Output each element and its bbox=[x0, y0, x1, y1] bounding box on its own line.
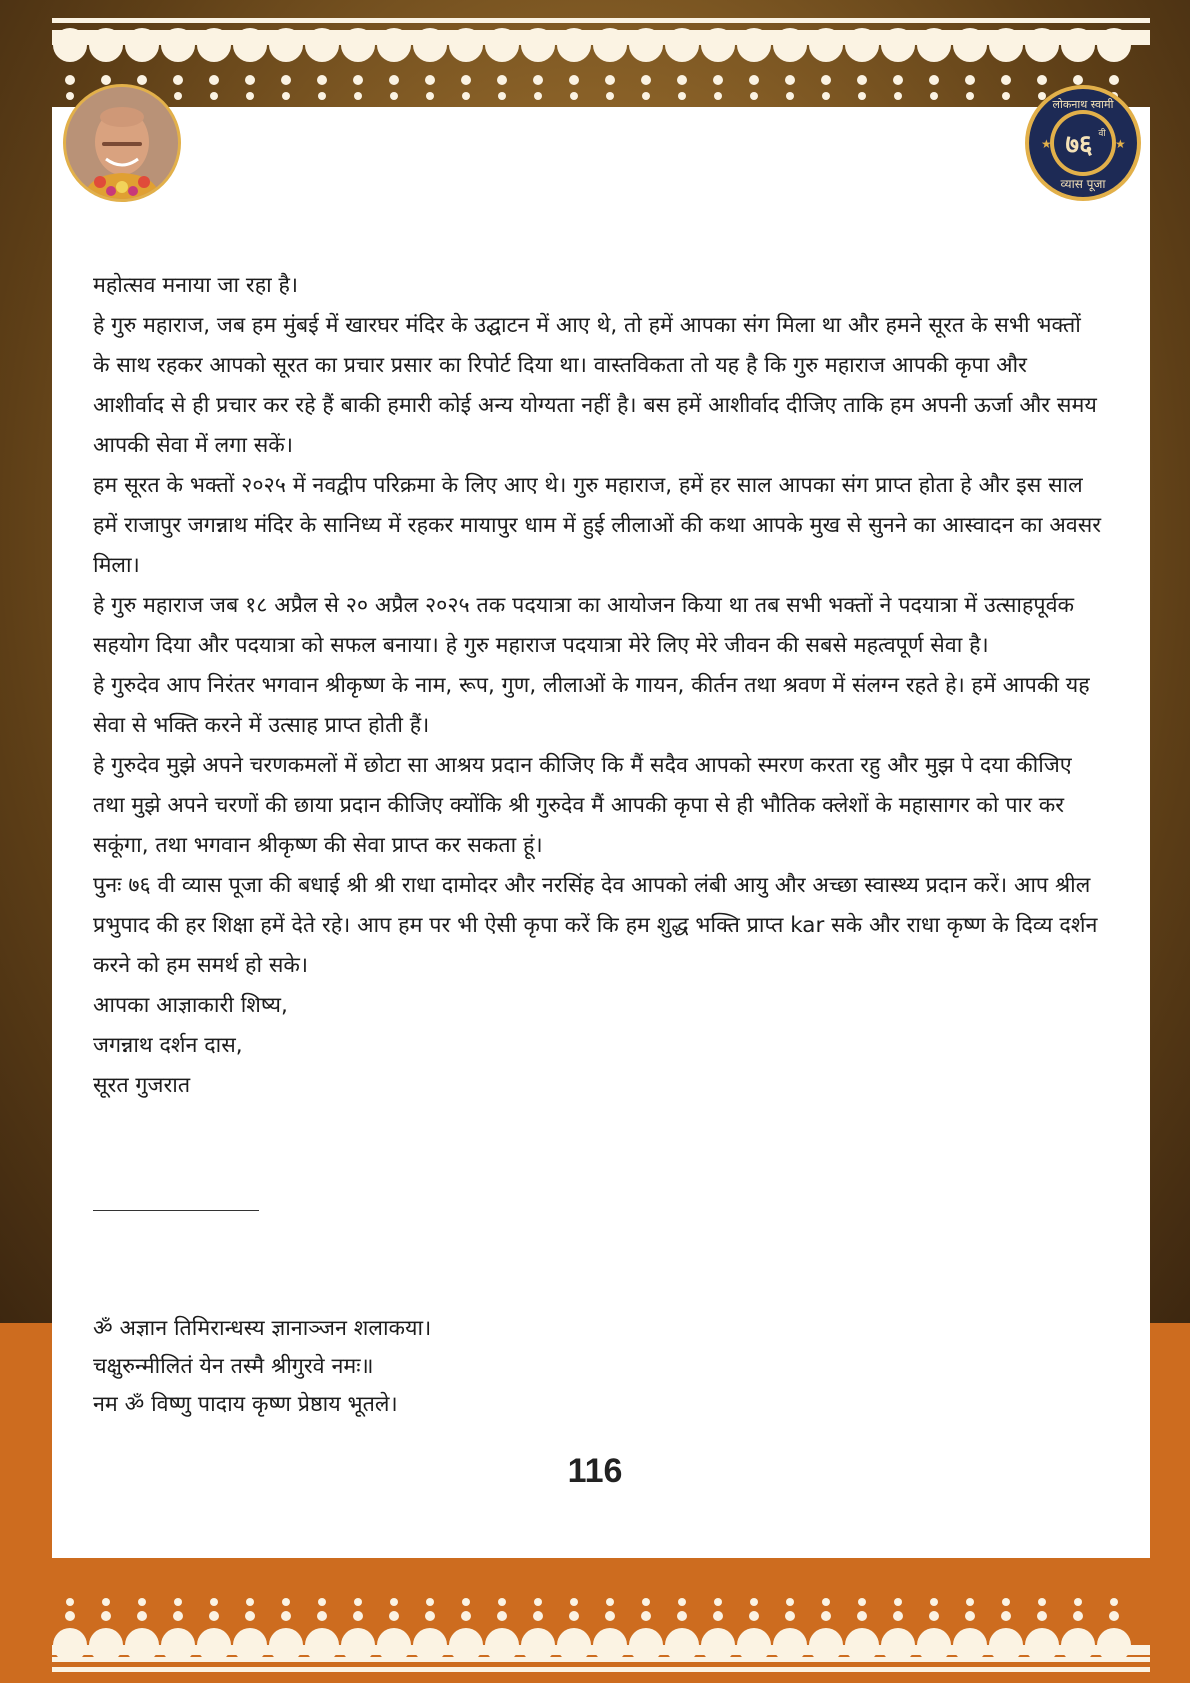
top-decorative-border bbox=[52, 18, 1150, 108]
letter-body bbox=[93, 266, 1103, 1106]
letter-closing: आपका आज्ञाकारी शिष्य, bbox=[93, 993, 288, 1018]
seal-top-text: लोकनाथ स्वामी bbox=[1052, 98, 1114, 111]
letter-paragraph: हे गुरुदेव मुझे अपने चरणकमलों में छोटा सा आश्रय प्रदान कीजिए कि मैं सदैव आपको स्मरण करता रहु और मुझ पे दया कीजिए तथा मुझे अपने चरणों की छाया प्रदान कीजिए क्योंकि श्री गुरुदेव मैं आपकी कृपा से ही भौतिक क्लेशों के महासागर को पार कर सकूंगा, तथा भगवान श्रीकृष्ण की सेवा प्राप्त कर सकता हूं। bbox=[93, 753, 1072, 858]
seal-superscript: वी bbox=[1098, 129, 1106, 139]
letter-location: सूरत गुजरात bbox=[93, 1073, 191, 1098]
letter-paragraph: हे गुरु महाराज, जब हम मुंबई में खारघर मंदिर के उद्घाटन में आए थे, तो हमें आपका संग मिला था और हमने सूरत के सभी भक्तों के साथ रहकर आपको सूरत का प्रचार प्रसार का रिपोर्ट दिया था। वास्तविकता तो यह है कि गुरु महाराज आपकी कृपा और आशीर्वाद से ही प्रचार कर रहे हैं बाकी हमारी कोई अन्य योग्यता नहीं है। बस हमें आशीर्वाद दीजिए ताकि हम अपनी ऊर्जा और समय आपकी सेवा में लगा सकें। bbox=[93, 313, 1097, 458]
verse-line: ॐ अज्ञान तिमिरान्धस्य ज्ञानाञ्जन शलाकया। bbox=[93, 1316, 432, 1341]
bottom-decorative-border bbox=[52, 1552, 1150, 1672]
svg-text:★: ★ bbox=[1041, 137, 1052, 151]
svg-text:★: ★ bbox=[1115, 137, 1126, 151]
guru-portrait-photo bbox=[63, 84, 181, 202]
seal-number: ७६ bbox=[1065, 130, 1093, 160]
page-number: 116 bbox=[567, 1452, 623, 1490]
sanskrit-verse bbox=[93, 1310, 793, 1424]
letter-paragraph: हे गुरुदेव आप निरंतर भगवान श्रीकृष्ण के नाम, रूप, गुण, लीलाओं के गायन, कीर्तन तथा श्रवण में संलग्न रहते हे। हमें आपकी यह सेवा से भक्ति करने में उत्साह प्राप्त होती हैं। bbox=[93, 673, 1090, 738]
letter-paragraph: हे गुरु महाराज जब १८ अप्रैल से २० अप्रैल २०२५ तक पदयात्रा का आयोजन किया था तब सभी भक्तों ने पदयात्रा में उत्साहपूर्वक सहयोग दिया और पदयात्रा को सफल बनाया। हे गुरु महाराज पदयात्रा मेरे लिए मेरे जीवन की सबसे महत्वपूर्ण सेवा है। bbox=[93, 593, 1075, 658]
letter-signature: जगन्नाथ दर्शन दास, bbox=[93, 1033, 243, 1058]
verse-line: चक्षुरुन्मीलितं येन तस्मै श्रीगुरवे नमः॥ bbox=[93, 1354, 374, 1379]
letter-paragraph: पुनः ७६ वी व्यास पूजा की बधाई श्री श्री राधा दामोदर और नरसिंह देव आपको लंबी आयु और अच्छा स्वास्थ्य प्रदान करें। आप श्रील प्रभुपाद की हर शिक्षा हमें देते रहे। आप हम पर भी ऐसी कृपा करें कि हम शुद्ध भक्ति प्राप्त kar सके और राधा कृष्ण के दिव्य दर्शन करने को हम समर्थ हो सके। bbox=[93, 873, 1098, 978]
verse-line: नम ॐ विष्णु पादाय कृष्ण प्रेष्ठाय भूतले। bbox=[93, 1392, 398, 1417]
vyasa-puja-seal bbox=[1024, 84, 1142, 202]
letter-paragraph: महोत्सव मनाया जा रहा है। bbox=[93, 273, 299, 298]
seal-bottom-text: व्यास पूजा bbox=[1060, 177, 1106, 191]
separator-line bbox=[93, 1210, 259, 1211]
letter-paragraph: हम सूरत के भक्तों २०२५ में नवद्वीप परिक्रमा के लिए आए थे। गुरु महाराज, हमें हर साल आपका संग प्राप्त होता हे और इस साल हमें राजापुर जगन्नाथ मंदिर के सानिध्य में रहकर मायापुर धाम में हुई लीलाओं की कथा आपके मुख से सुनने का आस्वादन का अवसर मिला। bbox=[93, 473, 1102, 578]
